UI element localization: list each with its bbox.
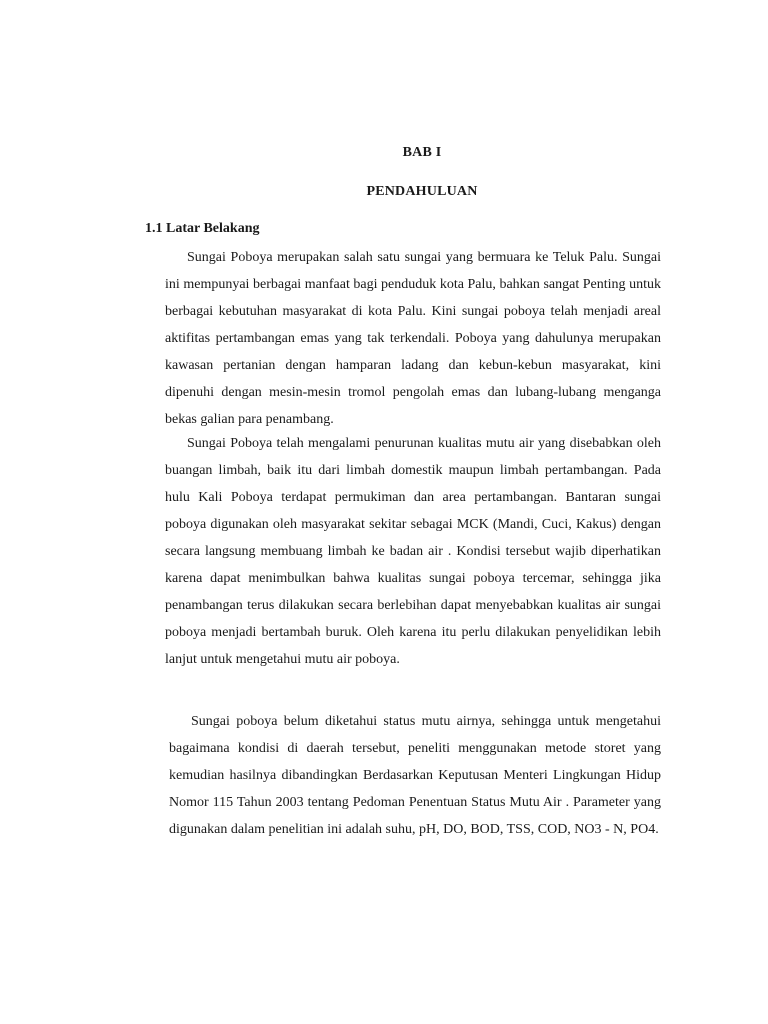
paragraph-3: Sungai poboya belum diketahui status mutu airnya, sehingga untuk mengetahui bagaimana kondisi di daerah tersebut, peneliti menggunakan metode storet yang kemudian hasilnya dibandingkan Berdasarkan Keputusan Menteri Lingkungan Hidup Nomor 115 Tahun 2003 tentang Pedoman Penentuan Status Mutu Air . Parameter yang digunakan dalam penelitian ini adalah suhu, pH, DO, BOD, TSS, COD, NO3 - N, PO4. <box>169 714 661 837</box>
section-heading: 1.1 Latar Belakang <box>145 221 260 236</box>
paragraph-2: Sungai Poboya telah mengalami penurunan kualitas mutu air yang disebabkan oleh buangan limbah, baik itu dari limbah domestik maupun limbah pertambangan. Pada hulu Kali Poboya terdapat permukiman dan area pertambangan. Bantaran sungai poboya digunakan oleh masyarakat sekitar sebagai MCK (Mandi, Cuci, Kakus) dengan secara langsung membuang limbah ke badan air . Kondisi tersebut wajib diperhatikan karena dapat menimbulkan bahwa kualitas sungai poboya tercemar, sehingga jika penambangan terus dilakukan secara berlebihan dapat menyebabkan kualitas air sungai poboya menjadi bertambah buruk. Oleh karena itu perlu dilakukan penyelidikan lebih lanjut untuk mengetahui mutu air poboya. <box>165 436 661 667</box>
chapter-title: PENDAHULUAN <box>366 184 478 199</box>
chapter-number: BAB I <box>402 145 442 160</box>
paragraph-1: Sungai Poboya merupakan salah satu sungai yang bermuara ke Teluk Palu. Sungai ini mempunyai berbagai manfaat bagi penduduk kota Palu, bahkan sangat Penting untuk berbagai kebutuhan masyarakat di kota Palu. Kini sungai poboya telah menjadi areal aktifitas pertambangan emas yang tak terkendali. Poboya yang dahulunya merupakan kawasan pertanian dengan hamparan ladang dan kebun-kebun masyarakat, kini dipenuhi dengan mesin-mesin tromol pengolah emas dan lubang-lubang menganga bekas galian para penambang. <box>165 250 661 427</box>
